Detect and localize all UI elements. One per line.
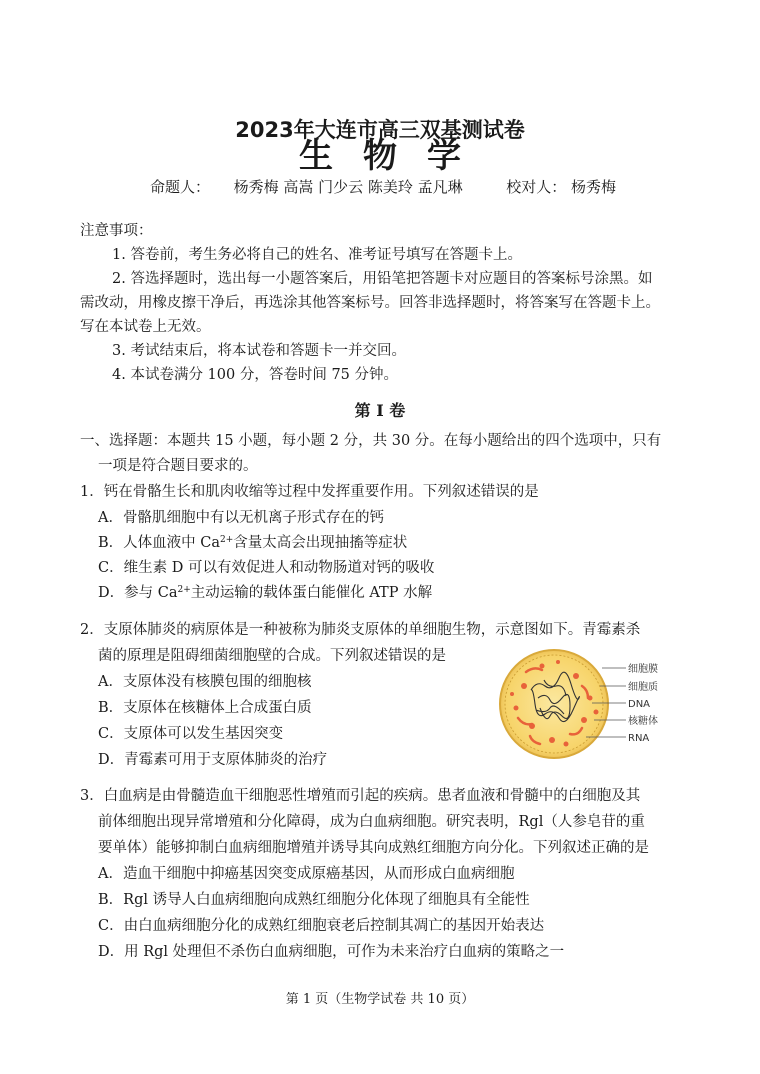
q1-option-c: C．维生素 D 可以有效促进人和动物肠道对钙的吸收: [98, 560, 435, 576]
notice-item-1: 1. 答卷前，考生务必将自己的姓名、准考证号填写在答题卡上。: [112, 247, 522, 263]
q1-option-a: A．骨骼肌细胞中有以无机离子形式存在的钙: [98, 510, 384, 526]
q1-stem: 1．钙在骨骼生长和肌肉收缩等过程中发挥重要作用。下列叙述错误的是: [80, 484, 539, 500]
mycoplasma-diagram: [496, 648, 686, 760]
label-dna: DNA: [628, 699, 651, 710]
subject-title: 生物学: [299, 136, 491, 176]
reviewer-label: 校对人：: [506, 178, 567, 196]
q2-option-a: A．支原体没有核膜包围的细胞核: [98, 674, 312, 690]
notice-item-4: 4. 本试卷满分 100 分，答卷时间 75 分钟。: [112, 367, 399, 383]
authors-names: 杨秀梅 高嵩 门少云 陈美玲 孟凡琳: [233, 178, 463, 196]
label-cytoplasm: 细胞质: [628, 682, 658, 693]
reviewer-name: 杨秀梅: [571, 178, 617, 196]
section-intro-line-2: 一项是符合题目要求的。: [98, 458, 258, 474]
q3-stem-line-1: 3．白血病是由骨髓造血干细胞恶性增殖而引起的疾病。患者血液和骨髓中的白细胞及其: [80, 788, 641, 804]
q2-option-b: B．支原体在核糖体上合成蛋白质: [98, 700, 312, 716]
q3-stem-line-3: 要单体）能够抑制白血病细胞增殖并诱导其向成熟红细胞方向分化。下列叙述正确的是: [98, 840, 649, 856]
notice-item-2-line-2: 需改动，用橡皮擦干净后，再选涂其他答案标号。回答非选择题时，将答案写在答题卡上。: [80, 295, 660, 311]
q3-option-b: B．Rgl 诱导人白血病细胞向成熟红细胞分化体现了细胞具有全能性: [98, 892, 530, 908]
label-cell-membrane: 细胞膜: [628, 664, 658, 675]
label-rna: RNA: [628, 733, 650, 744]
q3-option-c: C．由白血病细胞分化的成熟红细胞衰老后控制其凋亡的基因开始表达: [98, 918, 545, 934]
exam-title: 2023年大连市高三双基测试卷: [235, 118, 525, 142]
section-intro-line-1: 一、选择题：本题共 15 小题，每小题 2 分，共 30 分。在每小题给出的四个选项中，只有: [80, 433, 662, 449]
q3-option-a: A．造血干细胞中抑癌基因突变成原癌基因，从而形成白血病细胞: [98, 866, 515, 882]
q2-stem-line-1: 2．支原体肺炎的病原体是一种被称为肺炎支原体的单细胞生物，示意图如下。青霉素杀: [80, 622, 641, 638]
label-ribosome: 核糖体: [628, 716, 658, 727]
q1-option-b: B．人体血液中 $Ca^{2+}$含量太高会出现抽搐等症状: [98, 535, 408, 551]
q1-option-d: D．参与 $Ca^{2+}$主动运输的载体蛋白能催化 ATP 水解: [98, 585, 433, 601]
q2-option-d: D．青霉素可用于支原体肺炎的治疗: [98, 752, 328, 768]
authors-label: 命题人：: [150, 178, 211, 196]
notice-heading: 注意事项：: [80, 223, 153, 239]
section-title: 第 I 卷: [354, 401, 406, 420]
notice-item-2-line-1: 2. 答选择题时，选出每一小题答案后，用铅笔把答题卡对应题目的答案标号涂黑。如: [112, 271, 653, 287]
authors-line: [150, 176, 616, 197]
notice-item-3: 3. 考试结束后，将本试卷和答题卡一并交回。: [112, 343, 406, 359]
q3-stem-line-2: 前体细胞出现异常增殖和分化障碍，成为白血病细胞。研究表明，Rgl（人参皂苷的重: [98, 814, 645, 830]
q2-option-c: C．支原体可以发生基因突变: [98, 726, 284, 742]
page-footer: 第 1 页（生物学试卷 共 10 页）: [285, 992, 475, 1007]
notice-item-2-line-3: 写在本试卷上无效。: [80, 319, 211, 335]
q3-option-d: D．用 Rgl 处理但不杀伤白血病细胞，可作为未来治疗白血病的策略之一: [98, 944, 565, 960]
q2-stem-line-2: 菌的原理是阻碍细菌细胞壁的合成。下列叙述错误的是: [98, 648, 446, 664]
